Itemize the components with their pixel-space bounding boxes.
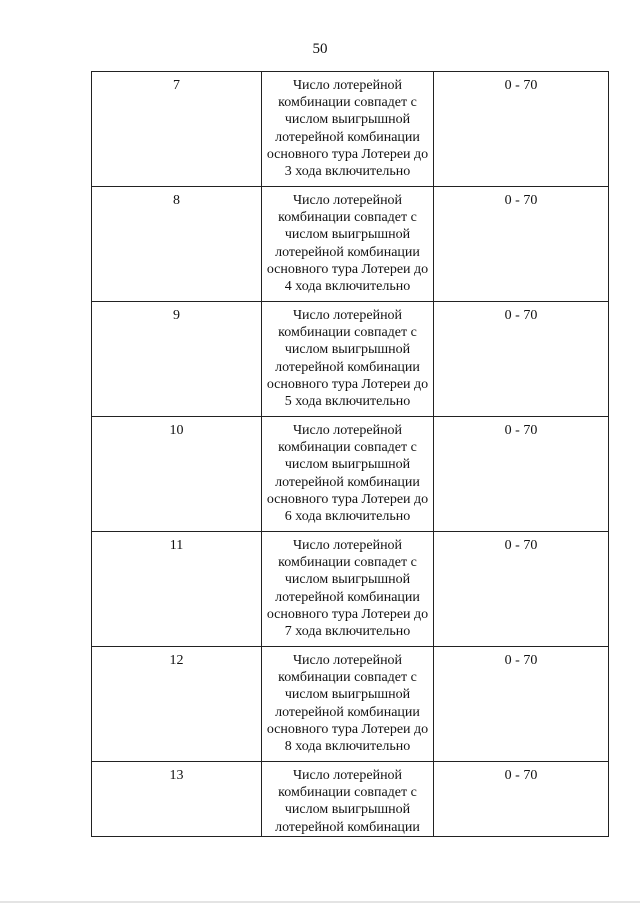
table-row (92, 302, 609, 417)
prize-table (91, 71, 609, 837)
row-range-cell: 0 - 70 (434, 762, 609, 837)
row-number-cell: 7 (92, 72, 262, 187)
table-row (92, 417, 609, 532)
row-number-cell: 12 (92, 647, 262, 762)
row-description-cell: Число лотерейной комбинации совпадет с числом выигрышной лотерейной комбинации основного тура Лотереи до 7 хода включительно (262, 532, 434, 647)
row-range-cell: 0 - 70 (434, 187, 609, 302)
row-number-cell: 9 (92, 302, 262, 417)
table-row (92, 532, 609, 647)
row-description-cell: Число лотерейной комбинации совпадет с числом выигрышной лотерейной комбинации основного тура Лотереи до 5 хода включительно (262, 302, 434, 417)
row-number-cell: 10 (92, 417, 262, 532)
row-description-cell: Число лотерейной комбинации совпадет с числом выигрышной лотерейной комбинации основного тура Лотереи до 8 хода включительно (262, 647, 434, 762)
row-description-cell: Число лотерейной комбинации совпадет с числом выигрышной лотерейной комбинации основного тура Лотереи до 3 хода включительно (262, 72, 434, 187)
row-range-cell: 0 - 70 (434, 647, 609, 762)
row-range-cell: 0 - 70 (434, 532, 609, 647)
table-row (92, 647, 609, 762)
row-number-cell: 13 (92, 762, 262, 837)
row-range-cell: 0 - 70 (434, 302, 609, 417)
table-row (92, 762, 609, 837)
row-number-cell: 11 (92, 532, 262, 647)
table-row (92, 187, 609, 302)
row-description-cell: Число лотерейной комбинации совпадет с числом выигрышной лотерейной комбинации основного тура Лотереи до 4 хода включительно (262, 187, 434, 302)
row-description-cell: Число лотерейной комбинации совпадет с числом выигрышной лотерейной комбинации (262, 762, 434, 837)
row-range-cell: 0 - 70 (434, 417, 609, 532)
row-range-cell: 0 - 70 (434, 72, 609, 187)
row-description-cell: Число лотерейной комбинации совпадет с числом выигрышной лотерейной комбинации основного тура Лотереи до 6 хода включительно (262, 417, 434, 532)
page-number: 50 (312, 41, 328, 57)
table-row (92, 72, 609, 187)
row-number-cell: 8 (92, 187, 262, 302)
